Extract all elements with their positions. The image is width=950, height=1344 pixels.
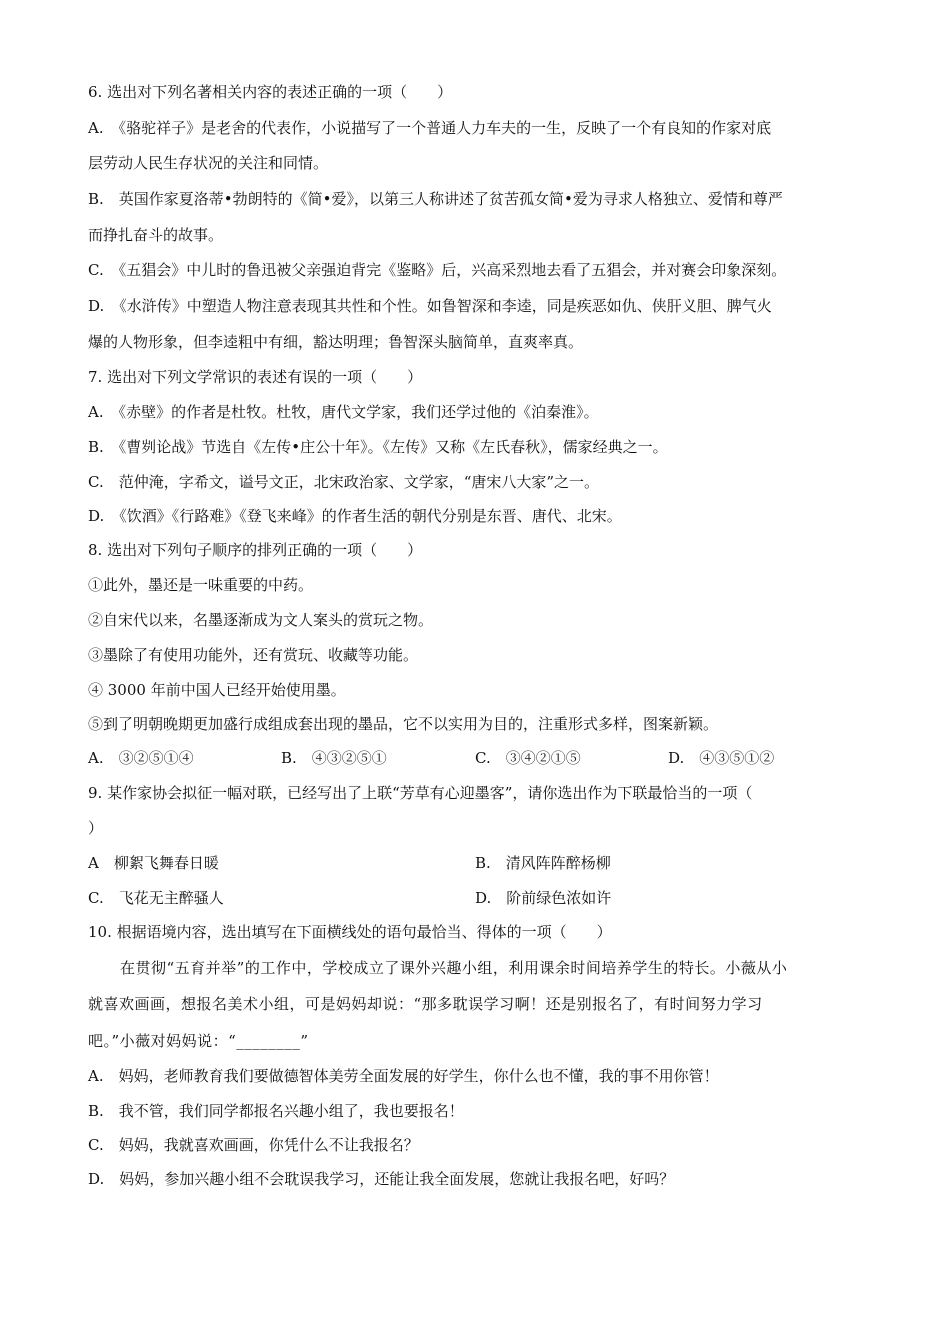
q10-passage-line1: 在贯彻“五育并举”的工作中，学校成立了课外兴趣小组，利用课余时间培养学生的特长。小薇从小: [120, 959, 788, 977]
q8-option-c: C. ③④②①⑤: [475, 749, 581, 767]
q10-stem: 10. 根据语境内容，选出填写在下面横线处的语句最恰当、得体的一项（ ）: [88, 923, 612, 941]
q6-option-a-line2: 层劳动人民生存状况的关注和同情。: [88, 154, 329, 172]
q10-option-a: A. 妈妈，老师教育我们要做德智体美劳全面发展的好学生，你什么也不懂，我的事不用你管！: [88, 1067, 719, 1085]
q9-option-d: D. 阶前绿色浓如许: [475, 889, 612, 907]
q9-option-c: C. 飞花无主醉骚人: [88, 889, 224, 907]
q7-option-d: D. 《饮酒》《行路难》《登飞来峰》的作者生活的朝代分别是东晋、唐代、北宋。: [88, 507, 622, 525]
q9-option-a: A 柳絮飞舞春日暖: [88, 854, 219, 872]
q10-passage-line2: 就喜欢画画，想报名美术小组，可是妈妈却说：“那多耽误学习啊！还是别报名了，有时间努力学习: [88, 995, 763, 1013]
q8-sentence-4: ④ 3000 年前中国人已经开始使用墨。: [88, 681, 346, 699]
q10-option-b: B. 我不管，我们同学都报名兴趣小组了，我也要报名！: [88, 1102, 464, 1120]
q6-option-a-line1: A. 《骆驼祥子》是老舍的代表作，小说描写了一个普通人力车夫的一生，反映了一个有良知的作家对底: [88, 119, 772, 137]
q8-sentence-3: ③墨除了有使用功能外，还有赏玩、收藏等功能。: [88, 646, 419, 664]
q6-option-c: C. 《五猖会》中儿时的鲁迅被父亲强迫背完《鉴略》后，兴高采烈地去看了五猖会，并对赛会印象深刻。: [88, 261, 787, 279]
q8-option-b: B. ④③②⑤①: [281, 749, 387, 767]
q9-stem-line1: 9. 某作家协会拟征一幅对联，已经写出了上联“芳草有心迎墨客”，请你选出作为下联最恰当的一项（: [88, 784, 753, 802]
q10-option-d: D. 妈妈，参加兴趣小组不会耽误我学习，还能让我全面发展，您就让我报名吧，好吗？: [88, 1170, 675, 1188]
q7-stem: 7. 选出对下列文学常识的表述有误的一项（ ）: [88, 368, 423, 386]
q7-option-b: B. 《曹刿论战》节选自《左传•庄公十年》。《左传》又称《左氏春秋》，儒家经典之一。: [88, 438, 668, 456]
q8-sentence-1: ①此外，墨还是一味重要的中药。: [88, 576, 314, 594]
q8-sentence-2: ②自宋代以来，名墨逐渐成为文人案头的赏玩之物。: [88, 611, 434, 629]
q9-option-b: B. 清风阵阵醉杨柳: [475, 854, 611, 872]
q9-stem-line2: ）: [88, 819, 104, 837]
q8-sentence-5: ⑤到了明朝晚期更加盛行成组成套出现的墨品，它不以实用为目的，注重形式多样，图案新颖。: [88, 715, 719, 733]
q6-stem: 6. 选出对下列名著相关内容的表述正确的一项（ ）: [88, 83, 453, 101]
q8-option-a: A. ③②⑤①④: [88, 749, 194, 767]
q7-option-c: C. 范仲淹，字希文，谥号文正，北宋政治家、文学家，“唐宋八大家”之一。: [88, 473, 600, 491]
q10-passage-line3: 吧。”小薇对妈妈说：“________”: [88, 1032, 309, 1050]
q8-option-d: D. ④③⑤①②: [668, 749, 775, 767]
q10-option-c: C. 妈妈，我就喜欢画画，你凭什么不让我报名？: [88, 1136, 419, 1154]
q8-stem: 8. 选出对下列句子顺序的排列正确的一项（ ）: [88, 541, 423, 559]
q6-option-b-line1: B. 英国作家夏洛蒂•勃朗特的《简•爱》，以第三人称讲述了贫苦孤女简•爱为寻求人格独立、爱情和尊严: [88, 190, 783, 208]
q6-option-d-line1: D. 《水浒传》中塑造人物注意表现其共性和个性。如鲁智深和李逵，同是疾恶如仇、侠肝义胆、脾气火: [88, 297, 772, 315]
q6-option-d-line2: 爆的人物形象，但李逵粗中有细，豁达明理；鲁智深头脑简单，直爽率真。: [88, 333, 584, 351]
q7-option-a: A. 《赤壁》的作者是杜牧。杜牧，唐代文学家，我们还学过他的《泊秦淮》。: [88, 403, 599, 421]
q6-option-b-line2: 而挣扎奋斗的故事。: [88, 226, 224, 244]
